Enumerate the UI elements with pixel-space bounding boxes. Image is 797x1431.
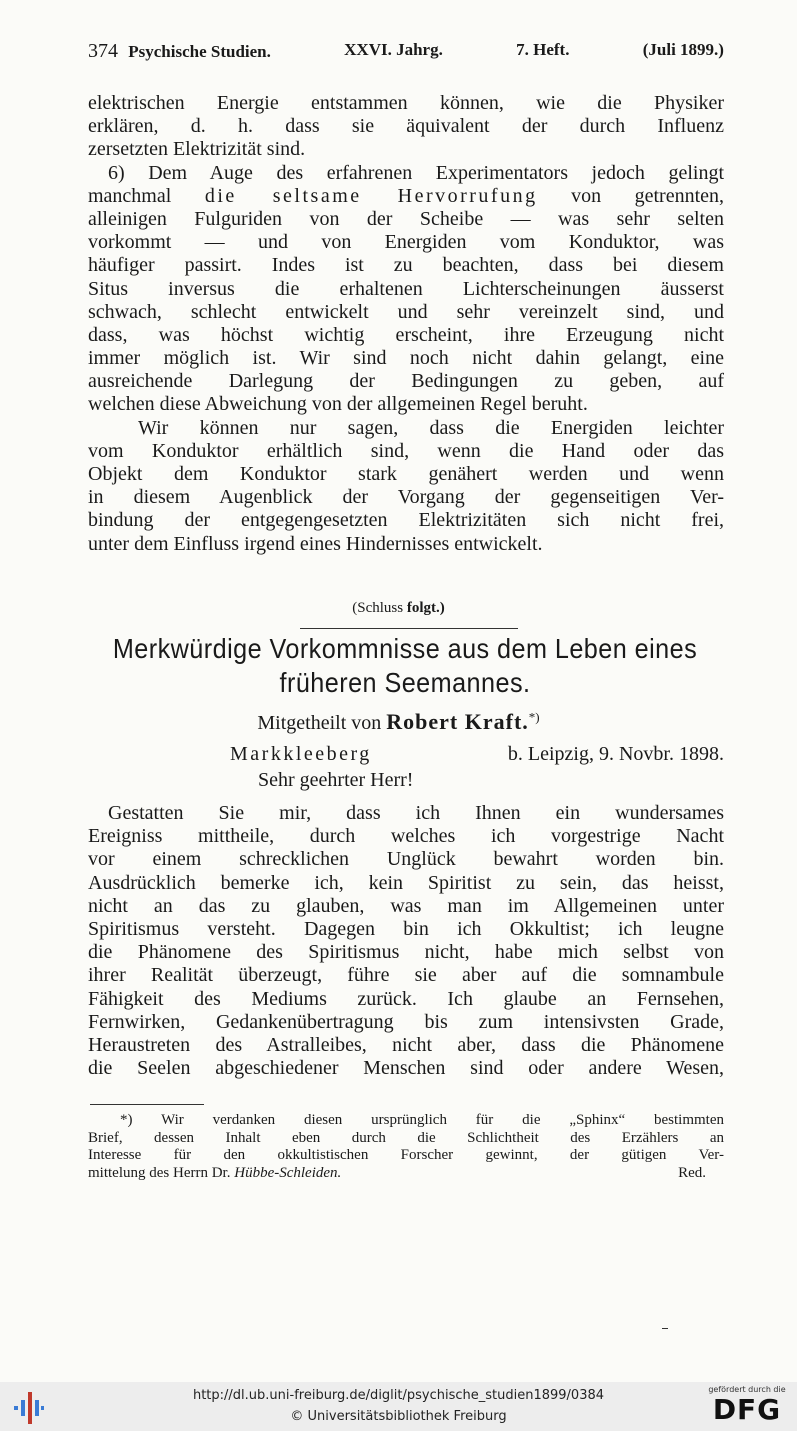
- footnote-mark: *): [528, 709, 540, 725]
- text-line: vorkommt — und von Energiden vom Konduktor, was: [88, 231, 724, 254]
- text-line: unter dem Einfluss irgend eines Hindernisses entwickelt.: [88, 532, 543, 555]
- text-line: ausreichende Darlegung der Bedingungen zu geben, auf: [88, 370, 724, 393]
- footnote-line: Brief, dessen Inhalt eben durch die Schlichtheit des Erzählers an: [88, 1129, 724, 1146]
- footnote-name: Hübbe-Schleiden.: [234, 1164, 342, 1181]
- text-line: häufiger passirt. Indes ist zu beachten, dass bei diesem: [88, 254, 724, 277]
- footnote: [88, 1112, 724, 1182]
- dfg-logo: [702, 1385, 792, 1429]
- footnote-line: *) Wir verdanken diesen ursprünglich für die „Sphinx“ bestimmten: [120, 1112, 724, 1128]
- salutation: Sehr geehrter Herr!: [258, 769, 414, 791]
- issue-date: (Juli 1899.): [642, 40, 724, 59]
- copyright: © Universitätsbibliothek Freiburg: [290, 1409, 507, 1424]
- text-line: erklären, d. h. dass sie äquivalent der durch Influenz: [88, 115, 724, 138]
- text-line: 6) Dem Auge des erfahrenen Experimentators jedoch gelingt: [108, 161, 724, 184]
- text-line: Wir können nur sagen, dass die Energiden leichter: [138, 416, 724, 439]
- text-line: manchmal die seltsame Hervorrufung von getrennten,: [88, 184, 724, 207]
- text-line: alleinigen Fulguriden von der Scheibe — was sehr selten: [88, 207, 724, 230]
- spaced-phrase: die seltsame Hervorrufung: [204, 184, 538, 207]
- article-body: [88, 802, 724, 1080]
- text-line: bindung der entgegengesetzten Elektrizitäten sich nicht frei,: [88, 509, 724, 532]
- issue: 7. Heft.: [516, 40, 570, 59]
- footnote-sign: Red.: [678, 1164, 706, 1181]
- text-line: die Seelen abgeschiedener Menschen sind oder andere Wesen,: [88, 1057, 724, 1080]
- text-line: Ereigniss mittheile, durch welches ich vorgestrige Nacht: [88, 825, 724, 848]
- text-line: dass, was höchst wichtig erscheint, ihre Erzeugung nicht: [88, 323, 724, 346]
- text-line: vor einem schrecklichen Unglück bewahrt worden bin.: [88, 848, 724, 871]
- footnote-line: mittelung des Herrn Dr. Hübbe-Schleiden. Red.: [88, 1165, 724, 1183]
- page-mark: [662, 1328, 668, 1329]
- title-line: Merkwürdige Vorkommnisse aus dem Leben eines: [112, 633, 698, 664]
- title-line: früheren Seemannes.: [279, 667, 531, 698]
- journal-name: Psychische Studien.: [128, 42, 271, 61]
- article-title: [113, 632, 698, 700]
- text-line: welchen diese Abweichung von der allgemeinen Regel beruht.: [88, 393, 588, 416]
- previous-article-text: [88, 92, 724, 556]
- text-line: die Phänomene des Spiritismus nicht, habe mich selbst von: [88, 941, 724, 964]
- text-line: zersetzten Elektrizität sind.: [88, 138, 306, 161]
- text-line: immer möglich ist. Wir sind noch nicht dahin gelangt, eine: [88, 347, 724, 370]
- dfg-logo-text: DFG: [712, 1393, 782, 1426]
- text-line: Gestatten Sie mir, dass ich Ihnen ein wundersames: [108, 802, 724, 824]
- dateline-place: Markkleeberg: [230, 743, 372, 765]
- text-line: Heraustreten des Astralleibes, nicht aber, dass die Phänomene: [88, 1033, 724, 1056]
- dfg-caption: gefördert durch die: [708, 1385, 786, 1394]
- text-line: vom Konduktor erhältlich sind, wenn die Hand oder das: [88, 439, 724, 462]
- byline: Mitgetheilt von Robert Kraft.*): [257, 709, 540, 734]
- text-line: Fernwirken, Gedankenübertragung bis zum intensivsten Grade,: [88, 1010, 724, 1033]
- footnote-divider: [90, 1104, 204, 1105]
- viewer-footer: [0, 1382, 797, 1431]
- text-line: schwach, schlecht entwickelt und sehr vereinzelt sind, und: [88, 300, 724, 323]
- running-head: [88, 40, 724, 63]
- continued-note: (Schluss folgt.): [352, 600, 445, 616]
- text-line: Objekt dem Konduktor stark genähert werden und wenn: [88, 463, 724, 485]
- volume: XXVI. Jahrg.: [344, 40, 443, 59]
- text-line: nicht an das zu glauben, was man im Allgemeinen unter: [88, 894, 724, 917]
- author-name: Robert Kraft.: [386, 709, 529, 734]
- text-line: Spiritismus versteht. Dagegen bin ich Okkultist; ich leugne: [88, 917, 724, 940]
- text-line: Ausdrücklich bemerke ich, kein Spiritist zu sein, das heisst,: [88, 871, 724, 894]
- permalink-url[interactable]: http://dl.ub.uni-freiburg.de/diglit/psychische_studien1899/0384: [192, 1388, 605, 1403]
- dateline-rest: b. Leipzig, 9. Novbr. 1898.: [507, 743, 724, 765]
- footnote-line: Interesse für den okkultistischen Forscher gewinnt, der gütigen Ver-: [88, 1147, 724, 1163]
- text-line: ihrer Realität überzeugt, führe sie aber auf die somnambule: [88, 964, 724, 987]
- section-divider: [300, 628, 518, 629]
- text-line: elektrischen Energie entstammen können, wie die Physiker: [88, 92, 724, 114]
- page-number: 374: [88, 40, 118, 62]
- text-line: Situs inversus die erhaltenen Lichterscheinungen äusserst: [88, 277, 724, 300]
- text-line: in diesem Augenblick der Vorgang der gegenseitigen Ver-: [88, 486, 724, 509]
- dateline: [230, 743, 724, 766]
- text-line: Fähigkeit des Mediums zurück. Ich glaube an Fernsehen,: [88, 987, 724, 1010]
